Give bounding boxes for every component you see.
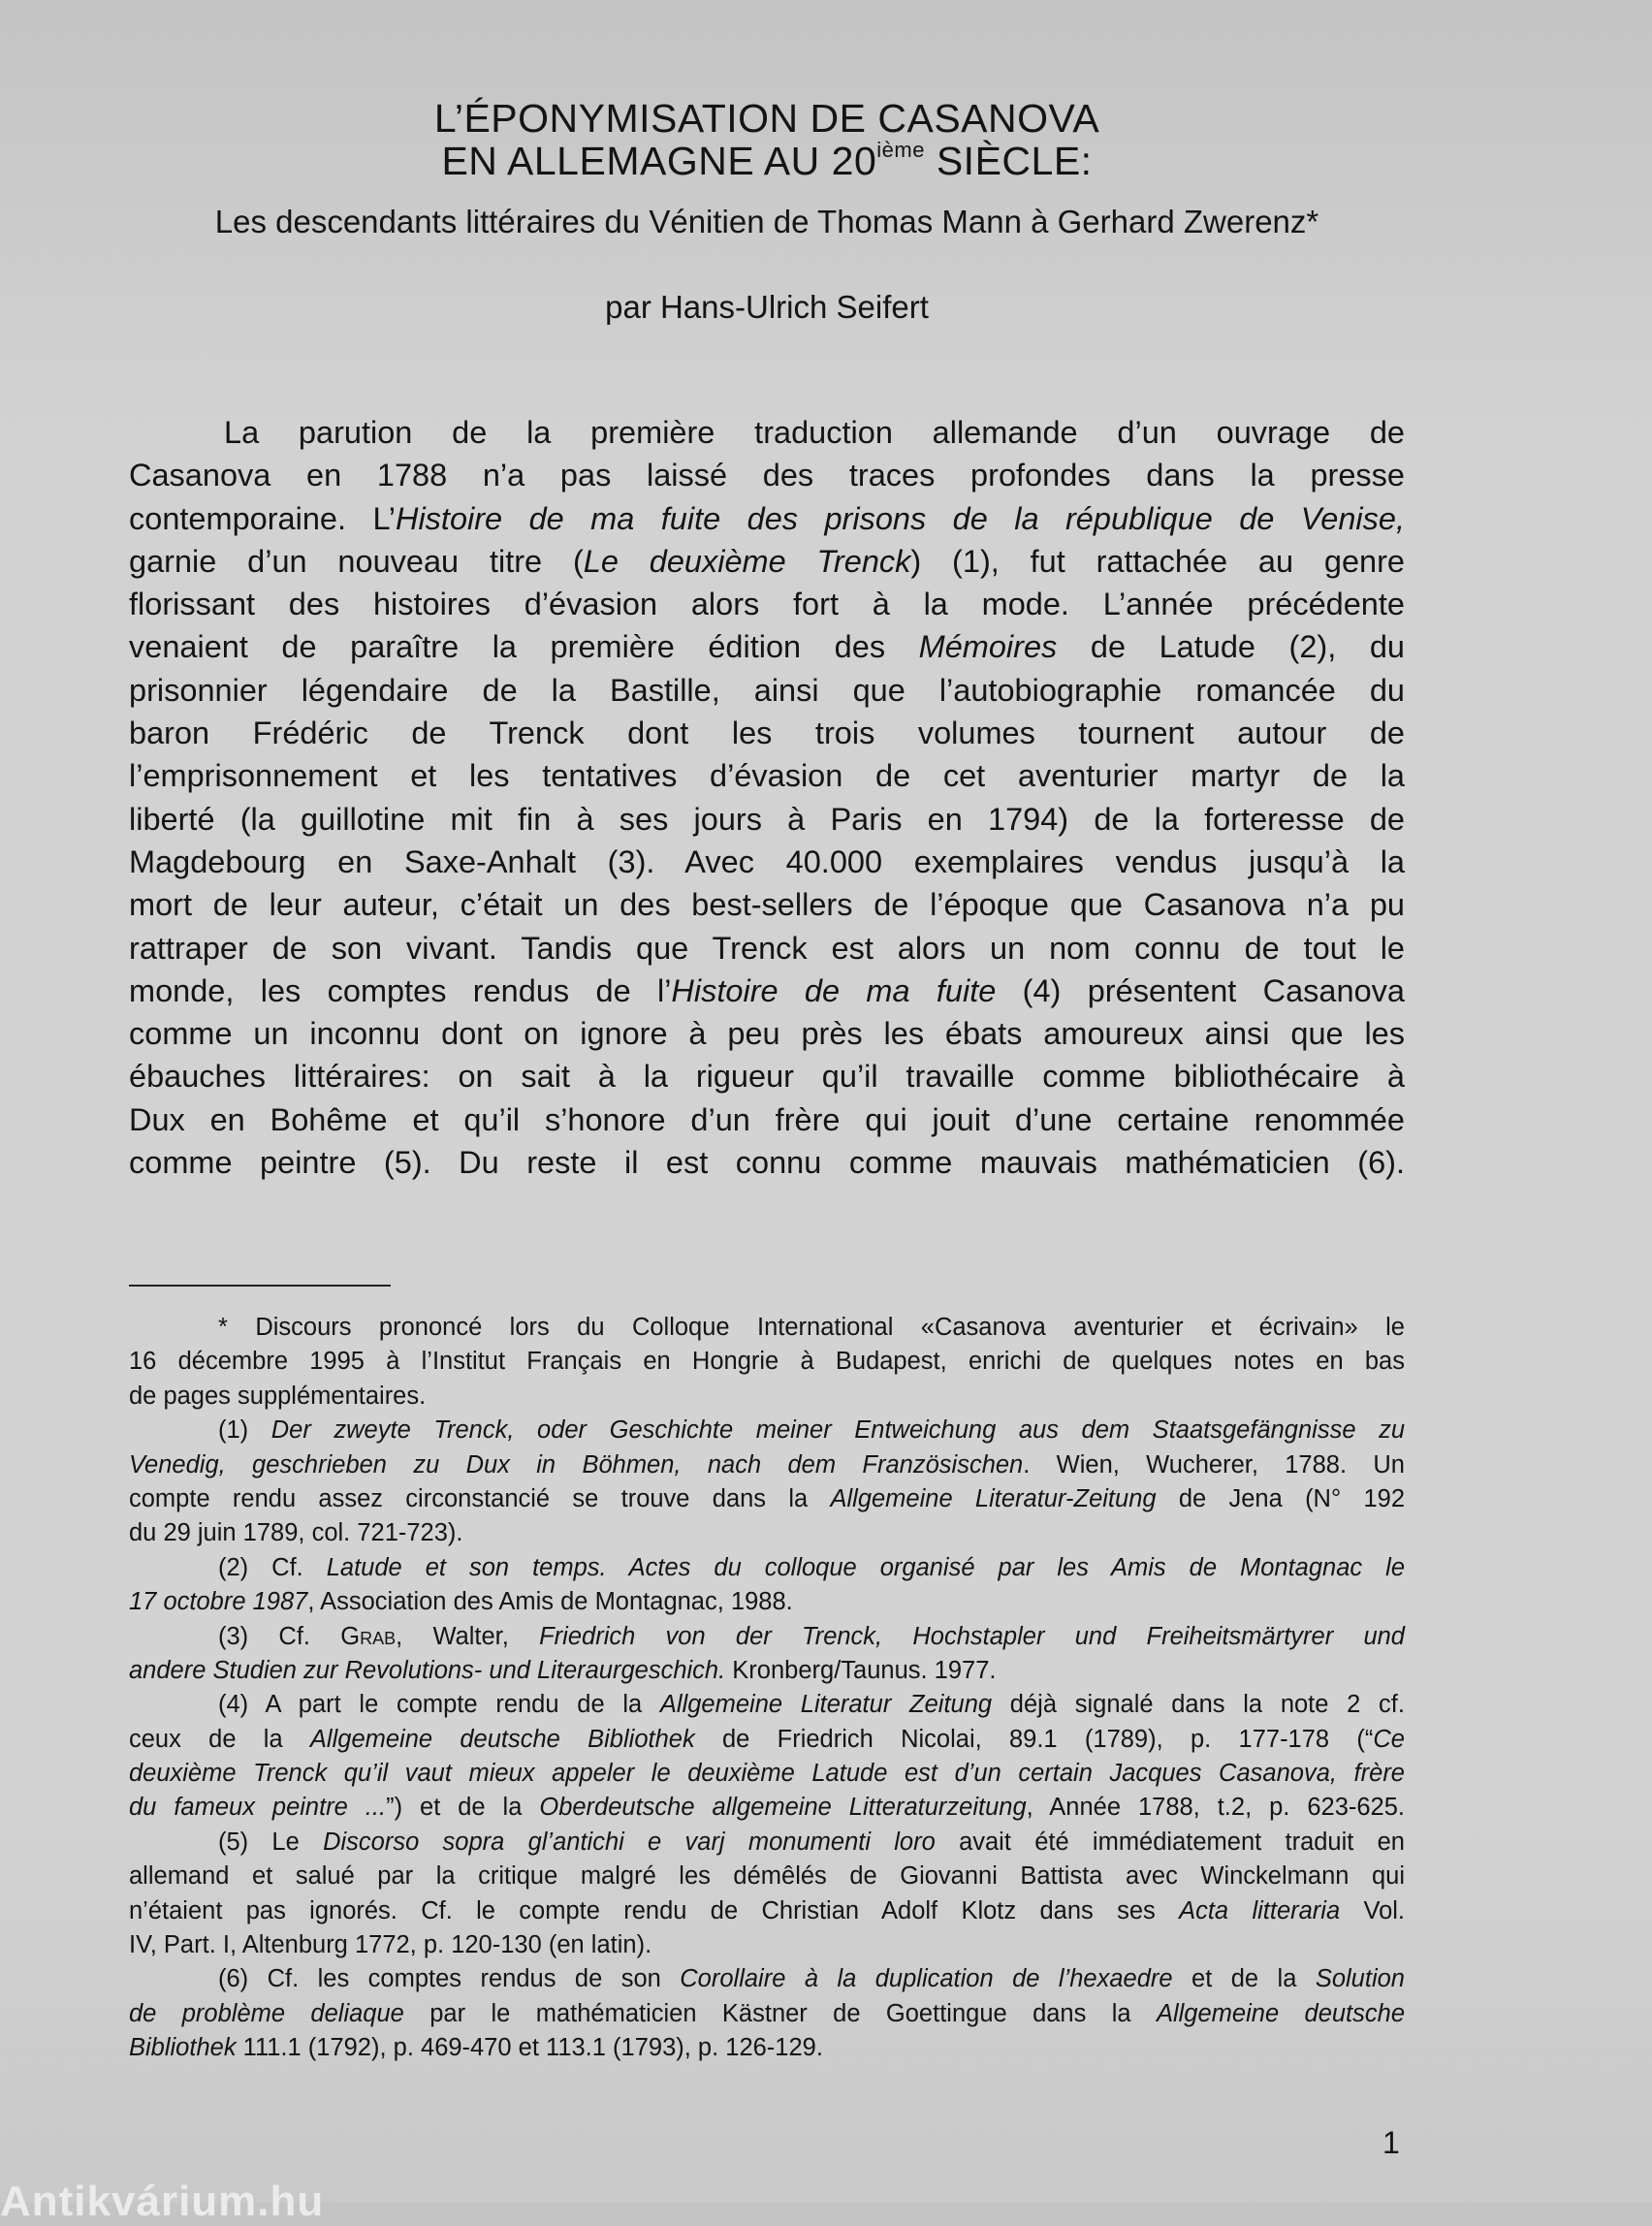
paragraph-line: [129, 583, 1405, 625]
text-run: (4) présentent Casanova: [996, 972, 1405, 1008]
text-run: et de la: [1172, 1965, 1316, 1993]
paragraph-line: [129, 1098, 1405, 1141]
paragraph-line: [129, 454, 1405, 496]
text-run: mort de leur auteur, c’était un des best-sellers de l’époque que Casanova n’a pu: [129, 887, 1405, 923]
title-line-2: [129, 140, 1405, 182]
text-run: * Discours prononcé lors du Colloque International «Casanova aventurier et écrivain» le: [218, 1314, 1405, 1341]
paragraph-line: [129, 841, 1405, 883]
text-run: Dux en Bohême et qu’il s’honore d’un frère qui jouit d’une certaine renommée: [129, 1101, 1405, 1137]
text-run: Magdebourg en Saxe-Anhalt (3). Avec 40.000 exemplaires vendus jusqu’à la: [129, 843, 1405, 879]
footnote-line: [129, 1688, 1405, 1722]
text-run: monde, les comptes rendus de l’: [129, 972, 672, 1008]
text-run: par le mathématicien Kästner de Goettingue dans la: [403, 1999, 1157, 2027]
footnote-line: [129, 1414, 1405, 1447]
text-run: 111.1 (1792), p. 469-470 et 113.1 (1793), p. 126-129.: [236, 2034, 823, 2062]
italic-title: Histoire de ma fuite des prisons de la république de Venise,: [395, 500, 1405, 536]
paragraph-line: [129, 1012, 1405, 1055]
author-line: par Hans-Ulrich Seifert: [605, 289, 929, 325]
footnote-line: [129, 1620, 1405, 1654]
footnote-line: [129, 2031, 1405, 2065]
text-run: baron Frédéric de Trenck dont les trois volumes tournent autour de: [129, 716, 1405, 751]
body-text: [129, 411, 1405, 1184]
text-run: florissant des histoires d’évasion alors fort à la mode. L’année précédente: [129, 587, 1405, 622]
paragraph-line: [129, 411, 1405, 454]
text-run: (5) Le: [218, 1828, 324, 1856]
paragraph-line: [129, 927, 1405, 970]
text-run: 16 décembre 1995 à l’Institut Français en Hongrie à Budapest, enrichi de quelques notes en bas: [129, 1348, 1405, 1376]
text-run: ) (1), fut rattachée au genre: [910, 543, 1405, 579]
italic-title: 17 octobre 1987: [129, 1588, 308, 1616]
footnotes: [129, 1311, 1405, 2066]
footnote-line: [129, 1791, 1405, 1825]
italic-title: deuxième Trenck qu’il vaut mieux appeler le deuxième Latude est d’un certain Jacques Casanova, frère: [129, 1760, 1405, 1788]
text-run: de pages supplémentaires.: [129, 1382, 427, 1410]
text-run: allemand et salué par la critique malgré les démêlés de Giovanni Battista avec Winckelmann qui: [129, 1862, 1405, 1891]
text-run: de Latude (2), du: [1057, 629, 1405, 665]
text-run: compte rendu assez circonstancié se trouve dans la: [129, 1484, 831, 1512]
paragraph-line: [129, 497, 1405, 540]
text-run: comme un inconnu dont on ignore à peu près les ébats amoureux ainsi que les: [129, 1016, 1405, 1052]
footnote-line: [129, 1997, 1405, 2031]
text-run: Kronberg/Taunus. 1977.: [725, 1656, 997, 1684]
italic-title: Discorso sopra gl’antichi e varj monumenti loro: [323, 1828, 936, 1856]
paragraph-line: [129, 669, 1405, 712]
text-run: , Année 1788, t.2, p. 623-625.: [1026, 1794, 1405, 1822]
italic-title: Allgemeine deutsche: [1156, 1999, 1405, 2027]
footnote-line: [129, 1551, 1405, 1585]
italic-title: Ce: [1373, 1725, 1405, 1753]
subtitle: Les descendants littéraires du Vénitien de Thomas Mann à Gerhard Zwerenz*: [214, 204, 1319, 239]
italic-title: Mémoires: [918, 629, 1058, 665]
text-run: liberté (la guillotine mit fin à ses jours à Paris en 1794) de la forteresse de: [129, 801, 1405, 837]
paragraph-line: [129, 1055, 1405, 1097]
footnote-line: [129, 1928, 1405, 1962]
title-superscript: ième: [876, 138, 925, 162]
footnote-line: [129, 1448, 1405, 1482]
italic-title: Venedig, geschrieben zu Dux in Böhmen, nach dem Französischen: [129, 1450, 1024, 1479]
text-run: (4) A part le compte rendu de la: [218, 1691, 660, 1719]
italic-title: Der zweyte Trenck, oder Geschichte meiner Entweichung aus dem Staatsgefängnisse zu: [270, 1416, 1405, 1445]
text-run: . Wien, Wucherer, 1788. Un: [1023, 1450, 1405, 1479]
italic-title: du fameux peintre ...: [129, 1794, 387, 1822]
text-run: du 29 juin 1789, col. 721-723).: [129, 1519, 463, 1547]
footnote-line: [129, 1516, 1405, 1550]
footnote-line: [129, 1380, 1405, 1414]
watermark: Antikvárium.hu: [0, 2178, 325, 2225]
footnote-line: [129, 1962, 1405, 1996]
text-run: garnie d’un nouveau titre (: [129, 543, 584, 579]
italic-title: Histoire de ma fuite: [671, 972, 997, 1008]
footnote-line: [129, 1345, 1405, 1379]
text-run: IV, Part. I, Altenburg 1772, p. 120-130 (en latin).: [129, 1931, 652, 1959]
text-run: , Walter,: [396, 1622, 540, 1650]
paragraph-line: [129, 625, 1405, 668]
text-run: de Friedrich Nicolai, 89.1 (1789), p. 177-178 (“: [694, 1725, 1374, 1753]
italic-title: Latude et son temps. Actes du colloque organisé par les Amis de Montagnac le: [326, 1553, 1405, 1581]
footnote-line: [129, 1654, 1405, 1688]
page-number: 1: [1382, 2125, 1400, 2160]
text-run: avait été immédiatement traduit en: [935, 1828, 1405, 1856]
footnote-line: [129, 1757, 1405, 1791]
footnote-line: [129, 1826, 1405, 1860]
paragraph-line: [129, 754, 1405, 797]
footnote-line: [129, 1482, 1405, 1516]
italic-title: Friedrich von der Trenck, Hochstapler und Freiheitsmärtyrer und: [539, 1622, 1405, 1650]
footnote-line: [129, 1894, 1405, 1928]
text-run: (1): [218, 1416, 271, 1445]
text-run: ceux de la: [129, 1725, 310, 1753]
footnote-line: [129, 1585, 1405, 1619]
title-line-2-text: EN ALLEMAGNE AU 20: [441, 139, 877, 183]
text-run: (2) Cf.: [218, 1553, 327, 1581]
text-run: déjà signalé dans la note 2 cf.: [992, 1691, 1405, 1719]
text-run: La parution de la première traduction allemande d’un ouvrage de: [224, 415, 1405, 450]
paragraph-line: [129, 970, 1405, 1012]
italic-title: Allgemeine Literatur-Zeitung: [830, 1484, 1157, 1512]
italic-title: de problème deliaque: [129, 1999, 404, 2027]
paragraph-line: [129, 883, 1405, 926]
text-run: (3) Cf.: [218, 1622, 341, 1650]
italic-title: Allgemeine deutsche Bibliothek: [309, 1725, 695, 1753]
text-run: n’étaient pas ignorés. Cf. le compte rendu de Christian Adolf Klotz dans ses: [129, 1896, 1180, 1924]
text-run: venaient de paraître la première édition des: [129, 629, 919, 665]
paragraph-line: [129, 1141, 1405, 1184]
footnote-line: [129, 1860, 1405, 1893]
text-run: comme peintre (5). Du reste il est connu comme mauvais mathématicien (6).: [129, 1145, 1405, 1181]
paragraph-line: [129, 798, 1405, 841]
italic-title: Solution: [1315, 1965, 1405, 1993]
text-run: l’emprisonnement et les tentatives d’évasion de cet aventurier martyr de la: [129, 758, 1405, 794]
italic-title: Oberdeutsche allgemeine Litteraturzeitung: [539, 1794, 1027, 1822]
text-run: Vol.: [1340, 1896, 1405, 1924]
title-line-1: L’ÉPONYMISATION DE CASANOVA: [433, 96, 1100, 141]
italic-title: Acta litteraria: [1179, 1896, 1341, 1924]
text-run: contemporaine. L’: [129, 500, 396, 536]
footnote-line: [129, 1311, 1405, 1345]
text-run: (6) Cf. les comptes rendus de son: [218, 1965, 681, 1993]
italic-title: Le deuxième Trenck: [583, 543, 911, 579]
paragraph-line: [129, 712, 1405, 754]
title-line-2-end: SIÈCLE:: [924, 139, 1093, 183]
text-run: Casanova en 1788 n’a pas laissé des traces profondes dans la presse: [129, 458, 1405, 493]
text-run: de Jena (N° 192: [1156, 1484, 1405, 1512]
italic-title: andere Studien zur Revolutions- und Literaurgeschich.: [129, 1656, 726, 1684]
text-run: ”) et de la: [386, 1794, 540, 1822]
paragraph-line: [129, 540, 1405, 583]
footnote-divider: [129, 1285, 391, 1287]
text-run: ébauches littéraires: on sait à la rigueur qu’il travaille comme bibliothécaire à: [129, 1059, 1405, 1095]
text-run: rattraper de son vivant. Tandis que Trenck est alors un nom connu de tout le: [129, 930, 1405, 966]
text-run: prisonnier légendaire de la Bastille, ainsi que l’autobiographie romancée du: [129, 672, 1405, 708]
italic-title: Allgemeine Literatur Zeitung: [659, 1691, 993, 1719]
author-surname: Grab: [340, 1622, 397, 1650]
footnote-line: [129, 1723, 1405, 1757]
italic-title: Bibliothek: [129, 2034, 237, 2062]
italic-title: Corollaire à la duplication de l’hexaedre: [680, 1965, 1173, 1993]
text-run: , Association des Amis de Montagnac, 1988.: [307, 1588, 793, 1616]
